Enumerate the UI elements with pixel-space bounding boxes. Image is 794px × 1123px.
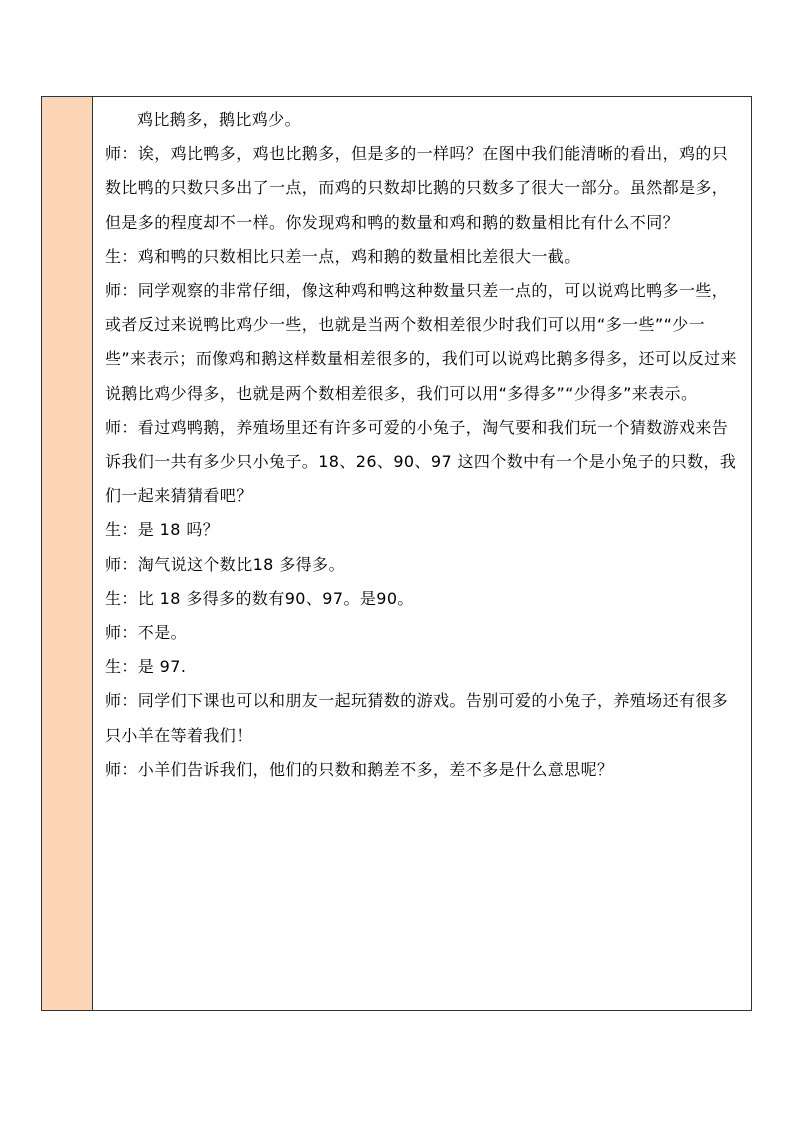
- paragraph: 师：看过鸡鸭鹅，养殖场里还有许多可爱的小兔子，淘气要和我们玩一个猜数游戏来告诉我们一共有多少只小兔子。18、26、90、97 这四个数中有一个是小兔子的只数，我们一起来猜猜看吧？: [105, 417, 737, 506]
- paragraph: 师：小羊们告诉我们，他们的只数和鹅差不多，差不多是什么意思呢？: [105, 759, 614, 779]
- left-label-column: [42, 97, 93, 1010]
- paragraph: 鸡比鹅多，鹅比鸡少。: [137, 110, 302, 129]
- paragraph: 师：淘气说这个数比18 多得多。: [105, 554, 345, 574]
- paragraph: 师：诶，鸡比鸭多，鸡也比鹅多，但是多的一样吗？在图中我们能清晰的看出，鸡的只数比鸭的只数只多出了一点，而鸡的只数却比鹅的只数多了很大一部分。虽然都是多，但是多的程度却不一样。你发现鸡和鸭的数量和鸡和鹅的数量相比有什么不同？: [105, 144, 729, 232]
- paragraph: 生：是 97.: [105, 657, 187, 677]
- paragraph: 生：比 18 多得多的数有90、97。是90。: [105, 588, 414, 608]
- dialogue-content: [93, 97, 751, 1010]
- paragraph: 师：不是。: [105, 623, 188, 643]
- paragraph: 师：同学观察的非常仔细，像这种鸡和鸭这种数量只差一点的，可以说鸡比鸭多一些，或者反过来说鸭比鸡少一些，也就是当两个数相差很少时我们可以用“多一些”“少一些”来表示；而像鸡和鹅这样数量相差很多的，我们可以说鸡比鹅多得多，还可以反过来说鹅比鸡少得多，也就是两个数相差很多，我们可以用“多得多”“少得多”来表示。: [105, 281, 737, 403]
- paragraph: 师：同学们下课也可以和朋友一起玩猜数的游戏。告别可爱的小兔子，养殖场还有很多只小羊在等着我们！: [105, 691, 729, 745]
- paragraph: 生：是 18 吗？: [105, 520, 220, 540]
- paragraph: 生：鸡和鸭的只数相比只差一点，鸡和鹅的数量相比差很大一截。: [105, 246, 581, 266]
- lesson-table: [41, 96, 752, 1011]
